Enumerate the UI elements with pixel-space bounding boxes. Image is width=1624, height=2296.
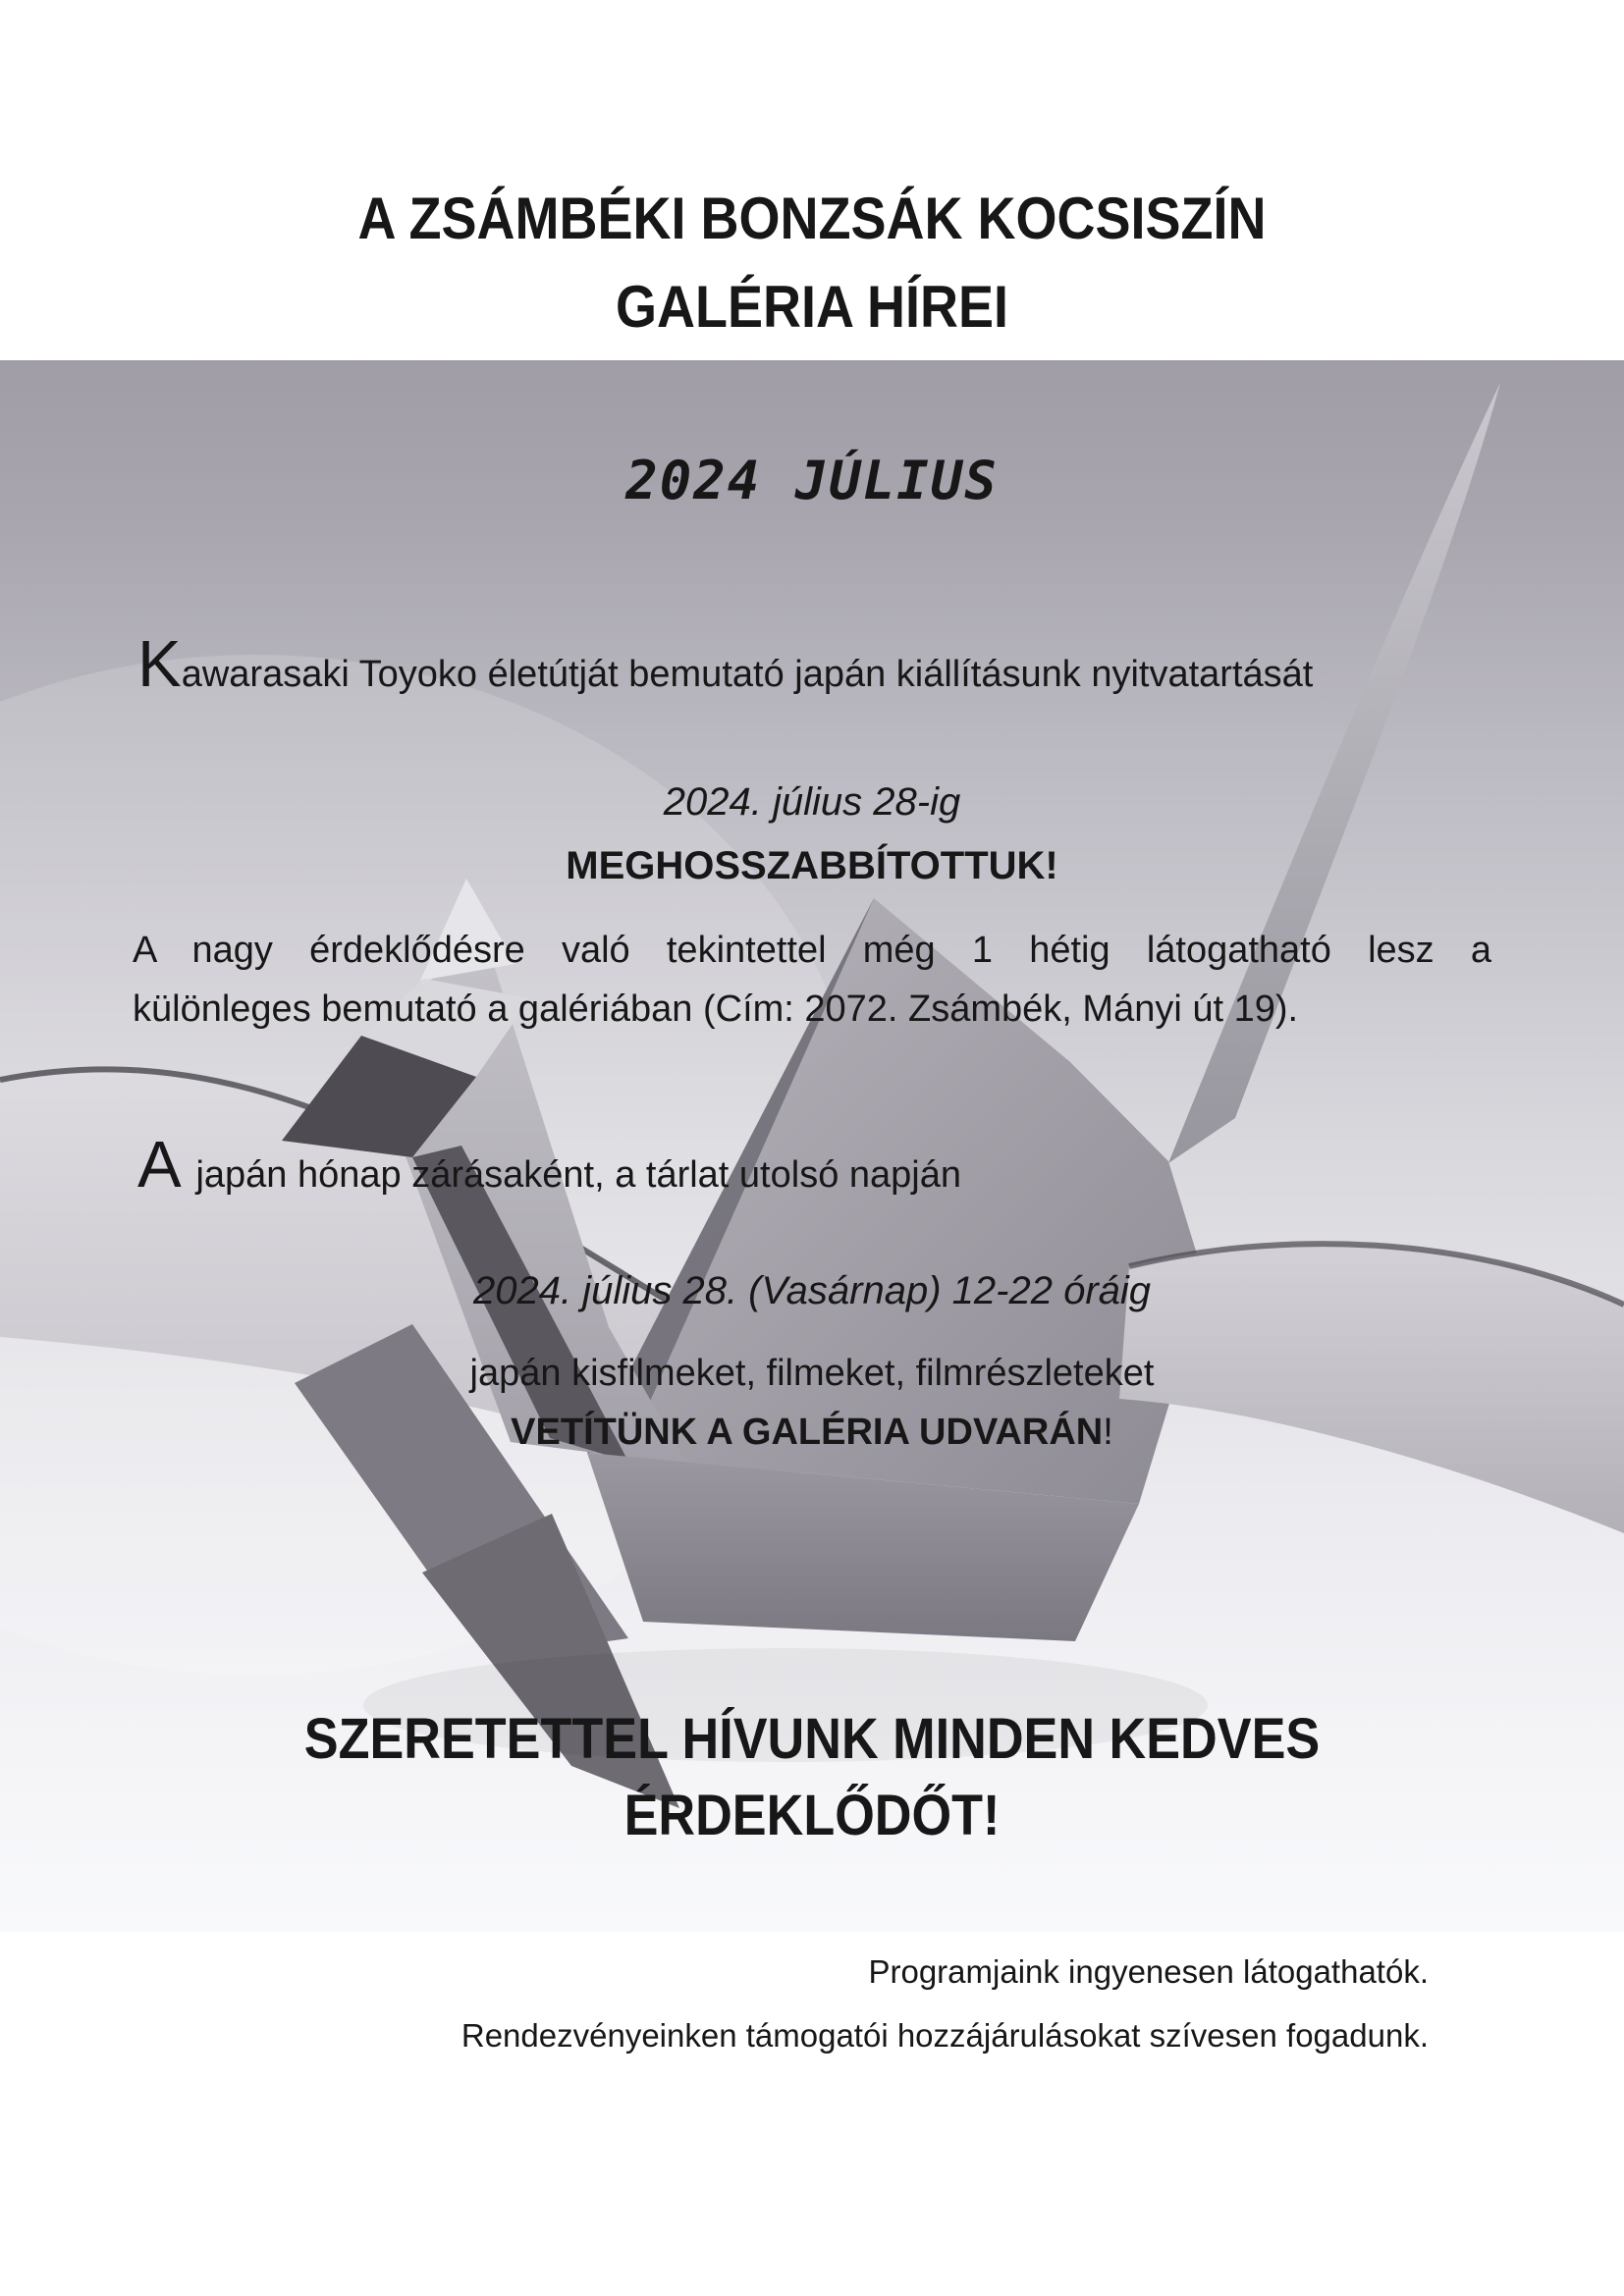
extension-paragraph-line1: A nagy érdeklődésre való tekintettel még 1 hétig látogatható lesz a <box>133 930 1491 971</box>
invitation-line1: SZERETETTEL HÍVUNK MINDEN KEDVES <box>303 1707 1321 1771</box>
intro-dropcap: K <box>137 627 182 701</box>
films-line: japán kisfilmeket, filmeket, filmrészleteket <box>469 1353 1155 1394</box>
screening-line <box>0 1412 1624 1454</box>
screening-line-bold: VETÍTÜNK A GALÉRIA UDVARÁN <box>511 1412 1104 1453</box>
intro-line <box>137 626 1571 702</box>
screening-line-suffix: ! <box>1103 1412 1113 1453</box>
extension-paragraph-line2: különleges bemutató a galériában (Cím: 2072. Zsámbék, Mányi út 19). <box>133 988 1299 1031</box>
page-title <box>81 175 1543 351</box>
closing-text: japán hónap zárásaként, a tárlat utolsó napján <box>195 1154 961 1196</box>
extension-paragraph <box>133 921 1491 1039</box>
month-heading: 2024 JÚLIUS <box>625 450 999 511</box>
closing-dropcap: A <box>137 1128 182 1201</box>
footer-donation-note: Rendezvényeinken támogatói hozzájárulásokat szívesen fogadunk. <box>460 2017 1429 2054</box>
closing-line <box>137 1127 1571 1202</box>
intro-text: awarasaki Toyoko életútját bemutató japán kiállításunk nyitvatartását <box>181 654 1314 695</box>
page-title-line2: GALÉRIA HÍREI <box>615 274 1009 340</box>
event-date: 2024. július 28. (Vasárnap) 12-22 óráig <box>472 1269 1152 1312</box>
invitation-line2: ÉRDEKLŐDŐT! <box>623 1784 1001 1848</box>
footer-free-entry-note: Programjaink ingyenesen látogathatók. <box>868 1953 1429 1990</box>
invitation-heading <box>81 1701 1543 1855</box>
deadline-date: 2024. július 28-ig <box>663 780 961 824</box>
page-title-line1: A ZSÁMBÉKI BONZSÁK KOCSISZÍN <box>357 186 1267 251</box>
extended-notice: MEGHOSSZABBÍTOTTUK! <box>566 844 1058 887</box>
